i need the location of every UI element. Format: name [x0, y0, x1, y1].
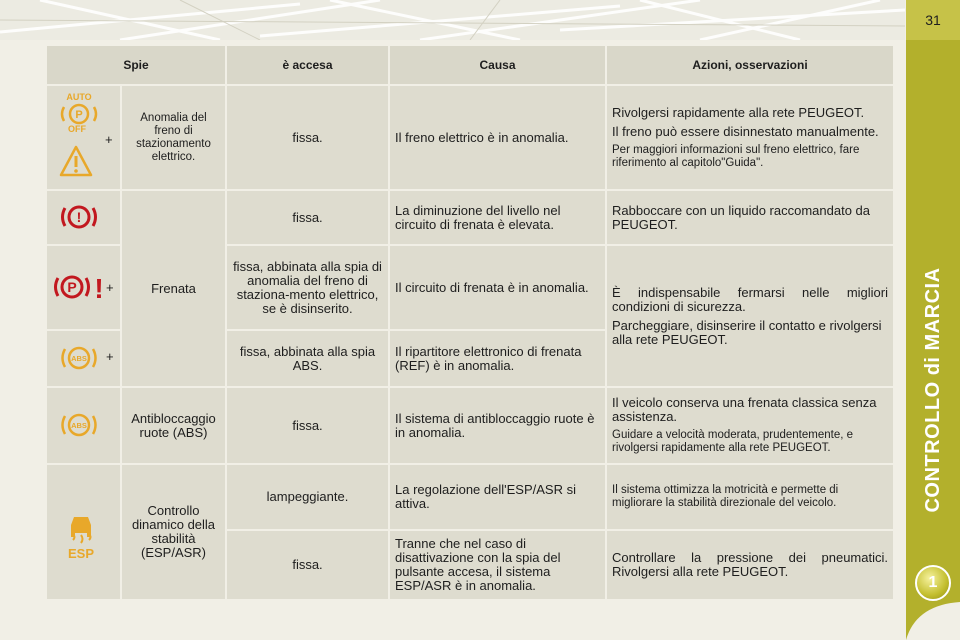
parking-auto-icon	[55, 92, 103, 132]
header-azioni: Azioni, osservazioni	[607, 46, 893, 84]
abs-icon	[59, 342, 99, 374]
abs-icon-cell	[47, 388, 120, 463]
brake-warning-icon	[59, 201, 99, 233]
svg-text:ABS: ABS	[71, 421, 87, 430]
svg-text:AUTO: AUTO	[66, 92, 92, 102]
brake-parking-icon-cell	[47, 246, 120, 329]
brake-abs-icon-cell	[47, 331, 120, 386]
svg-text:ABS: ABS	[71, 354, 87, 363]
braking-row2-lit: fissa, abbinata alla spia di anomalia del freno di staziona-mento elettrico, se è disinserito.	[227, 246, 388, 329]
plus-sign: +	[105, 132, 113, 147]
chapter-badge: 1	[915, 565, 951, 601]
page-number: 31	[906, 0, 960, 40]
esp-row2-cause: Tranne che nel caso di disattivazione con la spia del pulsante accesa, il sistema ESP/ASR è in anomalia.	[390, 531, 605, 599]
esp-row2-lit: fissa.	[227, 531, 388, 599]
decorative-header-lines	[0, 0, 905, 40]
header-accesa: è accesa	[227, 46, 388, 84]
header-causa: Causa	[390, 46, 605, 84]
parking-brake-icons-cell	[47, 86, 120, 189]
section-title: CONTROLLO di MARCIA	[922, 267, 944, 513]
parking-brake-name: Anomalia del freno di stazionamento elettrico.	[122, 86, 225, 189]
esp-icon	[61, 511, 101, 561]
svg-text:ESP: ESP	[67, 546, 95, 561]
abs-icon	[59, 409, 99, 441]
abs-cause: Il sistema di antibloccaggio ruote è in anomalia.	[390, 388, 605, 463]
brake-fluid-icon-cell	[47, 191, 120, 244]
svg-text:!: !	[76, 209, 82, 225]
decorative-curve	[906, 600, 960, 640]
parking-brake-red-icon	[52, 270, 104, 304]
braking-row1-lit: fissa.	[227, 191, 388, 244]
svg-text:P: P	[67, 279, 77, 295]
braking-row3-lit: fissa, abbinata alla spia ABS.	[227, 331, 388, 386]
svg-text:!: !	[94, 273, 104, 304]
header-spie: Spie	[47, 46, 225, 84]
esp-icon-cell	[47, 465, 120, 599]
esp-row1-cause: La regolazione dell'ESP/ASR si attiva.	[390, 465, 605, 529]
esp-row2-action: Controllare la pressione dei pneumatici. Rivolgersi alla rete PEUGEOT.	[607, 531, 893, 599]
braking-name: Frenata	[122, 191, 225, 386]
plus-sign: +	[106, 349, 114, 364]
esp-name: Controllo dinamico della stabilità (ESP/ASR)	[122, 465, 225, 599]
esp-row1-action: Il sistema ottimizza la motricità e permette di migliorare la stabilità direzionale del veicolo.	[607, 465, 893, 529]
parking-brake-cause: Il freno elettrico è in anomalia.	[390, 86, 605, 189]
svg-text:OFF: OFF	[68, 124, 86, 132]
braking-row1-action: Rabboccare con un liquido raccomandato da PEUGEOT.	[607, 191, 893, 244]
svg-text:P: P	[75, 109, 83, 121]
abs-actions: Il veicolo conserva una frenata classica senza assistenza. Guidare a velocità moderata, prudentemente, e rivolgersi rapidamente alla rete PEUGEOT.	[607, 388, 893, 463]
parking-brake-lit: fissa.	[227, 86, 388, 189]
parking-brake-actions: Rivolgersi rapidamente alla rete PEUGEOT. Il freno può essere disinnestato manualmente. Per maggiori informazioni sul freno elettrico, fare riferimento al capitolo"Guida".	[607, 86, 893, 189]
braking-row1-cause: La diminuzione del livello nel circuito di frenata è elevata.	[390, 191, 605, 244]
warning-triangle-icon	[58, 144, 94, 178]
braking-actions: È indispensabile fermarsi nelle migliori condizioni di sicurezza. Parcheggiare, disinserire il contatto e rivolgersi alla rete PEUGEOT.	[607, 246, 893, 386]
esp-row1-lit: lampeggiante.	[227, 465, 388, 529]
warning-lights-table	[45, 44, 895, 601]
braking-row2-cause: Il circuito di frenata è in anomalia.	[390, 246, 605, 329]
abs-lit: fissa.	[227, 388, 388, 463]
plus-sign: +	[106, 280, 114, 295]
abs-name: Antibloccaggio ruote (ABS)	[122, 388, 225, 463]
braking-row3-cause: Il ripartitore elettronico di frenata (REF) è in anomalia.	[390, 331, 605, 386]
